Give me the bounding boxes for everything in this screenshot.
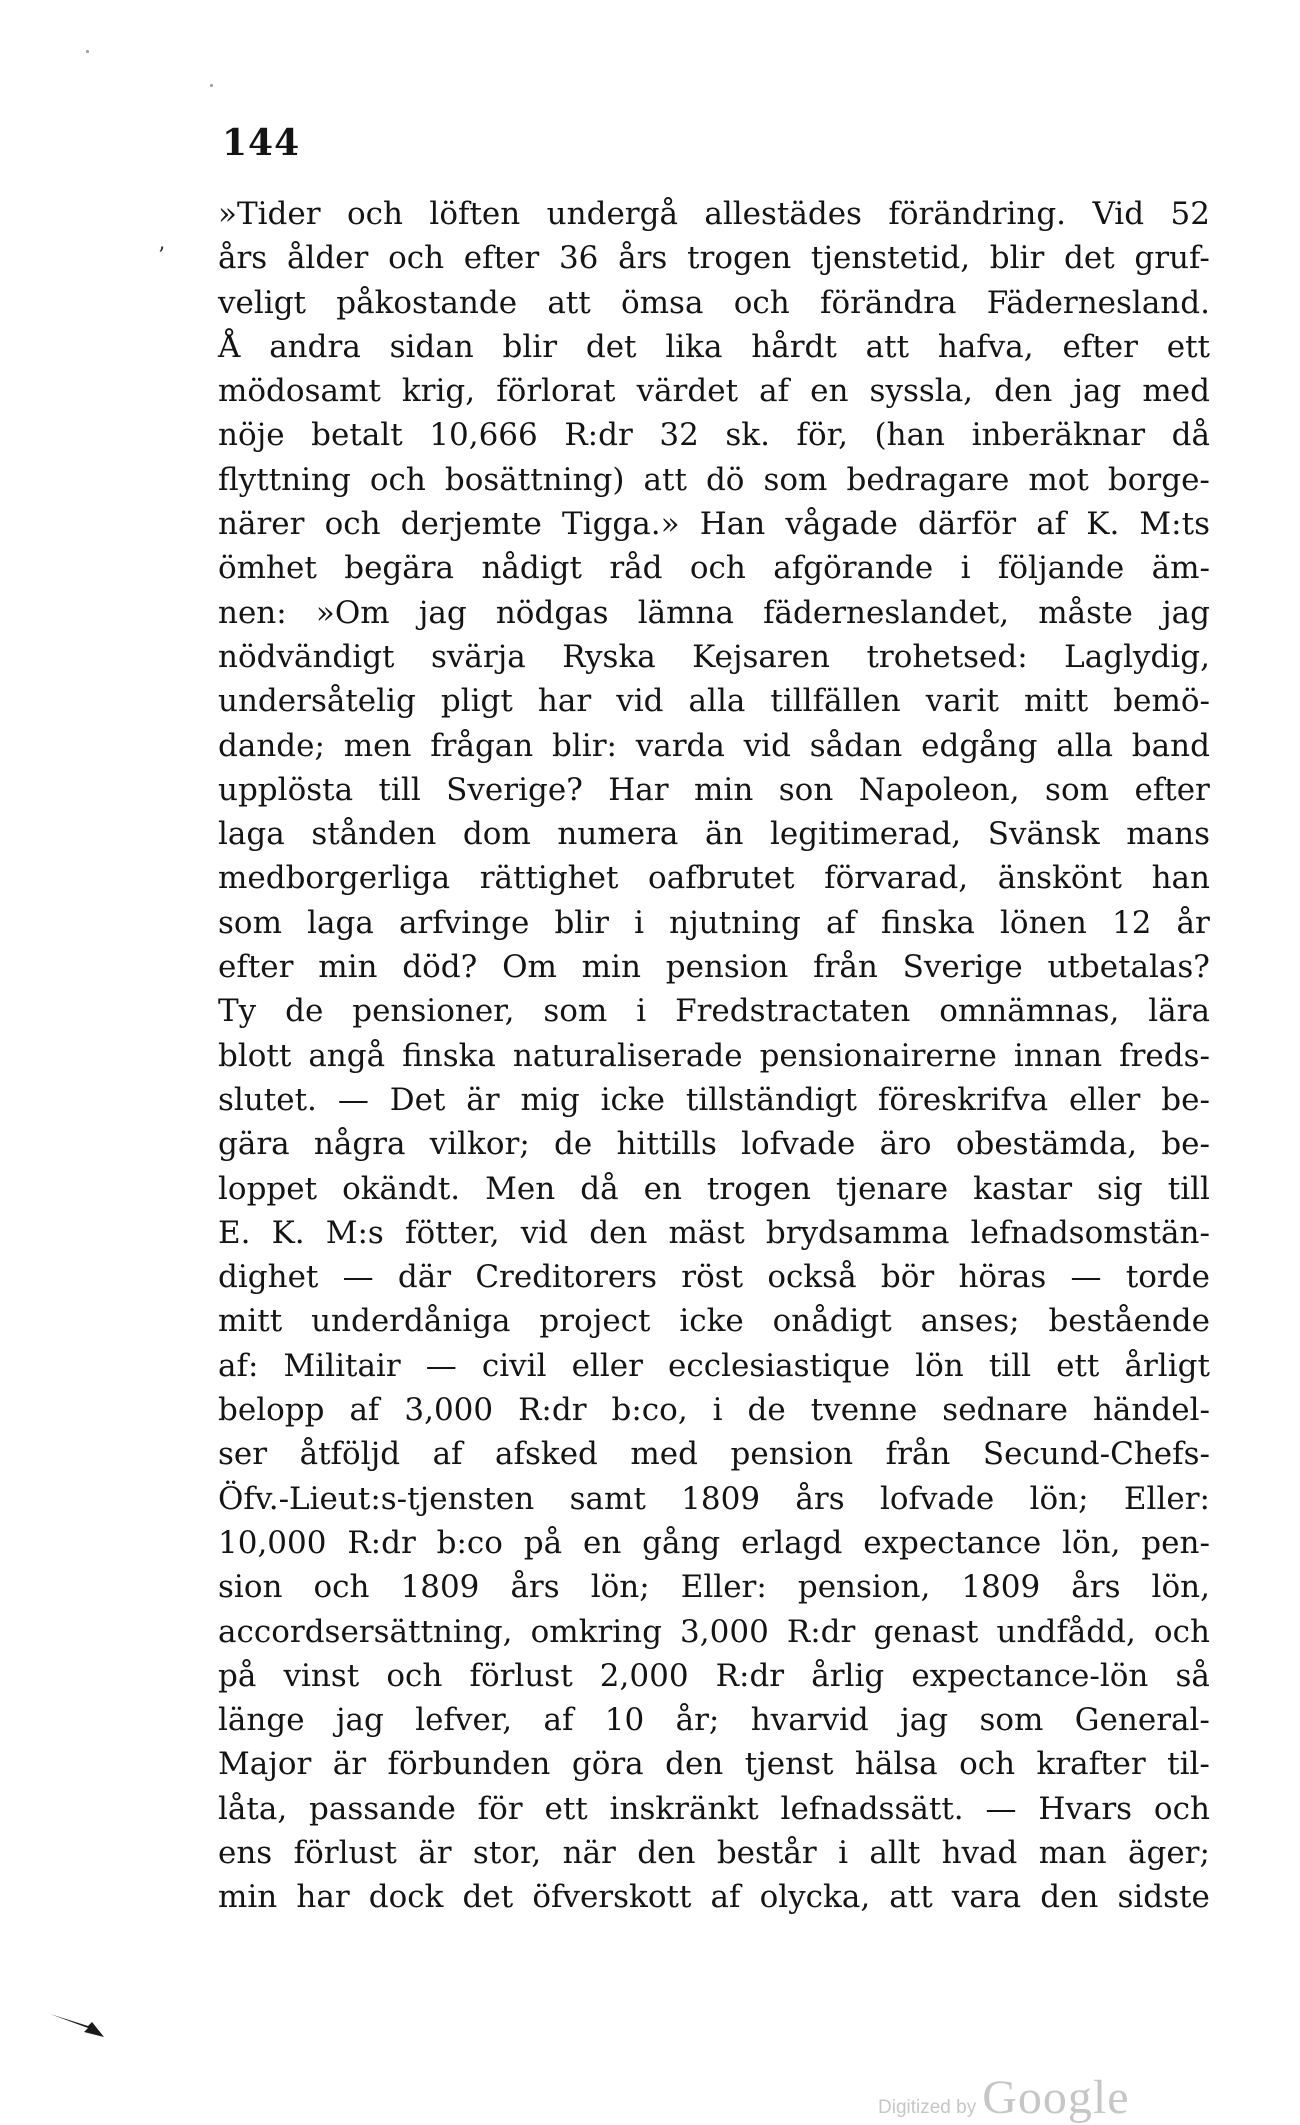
text-line: af: Militair — civil eller ecclesiastique lön till ett årligt (218, 1347, 1210, 1384)
text-line: Öfv.-Lieut:s-tjensten samt 1809 års lofvade lön; Eller: (218, 1480, 1210, 1517)
text-line: flyttning och bosättning) att dö som bedragare mot borge- (218, 461, 1210, 498)
text-line: mitt underdåniga project icke onådigt anses; bestående (218, 1303, 1210, 1340)
text-line: gära några vilkor; de hittills lofvade äro obestämda, be- (218, 1126, 1210, 1163)
scan-speck (210, 84, 213, 87)
margin-mark: ’ (158, 244, 165, 269)
text-line: som laga arfvinge blir i njutning af finska lönen 12 år (218, 904, 1210, 941)
text-line: accordsersättning, omkring 3,000 R:dr genast undfådd, och (218, 1613, 1210, 1650)
text-line: ömhet begära nådigt råd och afgörande i följande äm- (218, 550, 1210, 587)
text-line: närer och derjemte Tigga.» Han vågade därför af K. M:ts (218, 506, 1210, 543)
text-line: »Tider och löften undergå allestädes förändring. Vid 52 (218, 196, 1210, 232)
text-line: undersåtelig pligt har vid alla tillfällen varit mitt bemö- (218, 683, 1210, 720)
watermark-prefix: Digitized by (878, 2097, 977, 2118)
text-line: belopp af 3,000 R:dr b:co, i de tvenne sednare händel- (218, 1392, 1210, 1429)
text-line: dande; men frågan blir: varda vid sådan edgång alla band (218, 727, 1210, 764)
corner-arrow-icon (48, 2010, 108, 2040)
text-line: ens förlust är stor, när den består i allt hvad man äger; (218, 1834, 1210, 1871)
text-line: medborgerliga rättighet oafbrutet förvarad, änskönt han (218, 860, 1210, 897)
text-line: Ty de pensioner, som i Fredstractaten omnämnas, lära (218, 993, 1210, 1030)
text-line: E. K. M:s fötter, vid den mäst brydsamma lefnadsomstän- (218, 1214, 1210, 1251)
text-line: efter min död? Om min pension från Sverige utbetalas? (218, 949, 1210, 986)
text-line: nen: »Om jag nödgas lämna fäderneslandet, måste jag (218, 594, 1210, 631)
text-line: laga stånden dom numera än legitimerad, Svänsk mans (218, 816, 1210, 853)
text-line: Major är förbunden göra den tjenst hälsa och krafter til- (218, 1746, 1210, 1783)
text-line: ser åtföljd af afsked med pension från Secund-Chefs- (218, 1436, 1210, 1473)
text-line: nöje betalt 10,666 R:dr 32 sk. för, (han inberäknar då (218, 417, 1210, 454)
text-line: på vinst och förlust 2,000 R:dr årlig expectance-lön så (218, 1657, 1210, 1694)
text-line: blott angå finska naturaliserade pensionairerne innan freds- (218, 1037, 1210, 1074)
digitized-by-google-watermark (878, 2070, 1130, 2125)
text-line: nödvändigt svärja Ryska Kejsaren trohetsed: Laglydig, (218, 638, 1210, 675)
text-line: 10,000 R:dr b:co på en gång erlagd expectance lön, pen- (218, 1524, 1210, 1561)
text-line: min har dock det öfverskott af olycka, att vara den sidste (218, 1879, 1210, 1916)
text-line: veligt påkostande att ömsa och förändra Fädernesland. (218, 284, 1210, 321)
text-line: slutet. — Det är mig icke tillständigt föreskrifva eller be- (218, 1081, 1210, 1118)
watermark-brand: Google (982, 2071, 1130, 2124)
page-number: 144 (222, 122, 301, 164)
text-line: länge jag lefver, af 10 år; hvarvid jag som General- (218, 1702, 1210, 1739)
text-line: sion och 1809 års lön; Eller: pension, 1809 års lön, (218, 1569, 1210, 1606)
text-line: dighet — där Creditorers röst också bör höras — torde (218, 1259, 1210, 1296)
scan-speck (86, 50, 89, 53)
text-line: upplösta till Sverige? Har min son Napoleon, som efter (218, 771, 1210, 808)
text-line: års ålder och efter 36 års trogen tjenstetid, blir det gruf- (218, 240, 1210, 277)
text-line: mödosamt krig, förlorat värdet af en syssla, den jag med (218, 373, 1210, 410)
text-line: låta, passande för ett inskränkt lefnadssätt. — Hvars och (218, 1790, 1210, 1827)
text-line: Å andra sidan blir det lika hårdt att hafva, efter ett (218, 328, 1210, 365)
body-text (218, 192, 1210, 1920)
text-line: loppet okändt. Men då en trogen tjenare kastar sig till (218, 1170, 1210, 1207)
